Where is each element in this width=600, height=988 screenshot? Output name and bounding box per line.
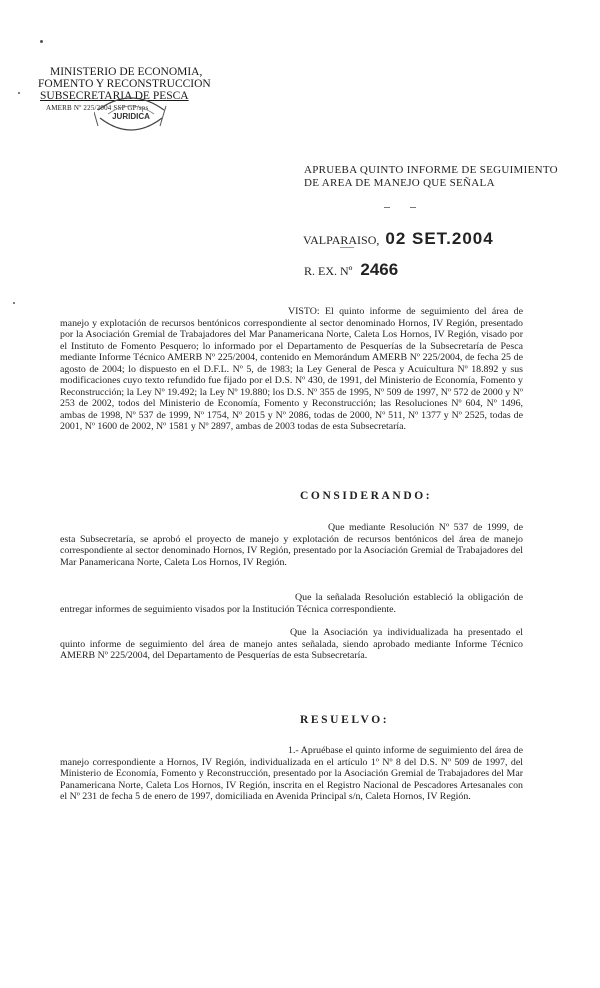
header-line-ministry: MINISTERIO DE ECONOMIA, xyxy=(50,66,203,78)
document-date: 02 SET.2004 xyxy=(385,229,494,248)
resuelvo-heading: RESUELVO: xyxy=(300,714,390,726)
document-title xyxy=(304,164,558,190)
mark-dash xyxy=(340,247,354,248)
mark-dash xyxy=(410,207,416,208)
header-line-reference: AMERB Nº 225/2004 SSP GP/sps xyxy=(46,104,149,112)
considerando-heading: CONSIDERANDO: xyxy=(300,490,433,502)
title-line-2: DE AREA DE MANEJO QUE SEÑALA xyxy=(304,177,495,189)
header-line-fomento: FOMENTO Y RECONSTRUCCION xyxy=(38,78,211,90)
scan-speck xyxy=(40,40,43,43)
considerando-paragraph-1: Que mediante Resolución Nº 537 de 1999, de esta Subsecretaría, se aprobó el proyecto de manejo y explotación de recursos bentónicos del área de manejo correspondiente al sector denominado Hornos, IV Región, presentado por la Asociación Gremial de Trabajadores del Mar Panamericana Norte, Caleta Los Hornos, IV Región. xyxy=(60,522,523,568)
resolution-label: R. EX. Nº xyxy=(304,264,353,278)
visto-paragraph: VISTO: El quinto informe de seguimiento del área de manejo y explotación de recursos bentónicos correspondiente al sector denominado Hornos, IV Región, presentado por la Asociación Gremial de Trabajadores del Mar Panamericana Norte, Caleta Los Hornos, IV Región, visado por el Instituto de Fomento Pesquero; lo informado por el Departamento de Pesquerías de la Subsecretaría de Pesca mediante Informe Técnico AMERB Nº 225/2004, contenido en Memorándum AMERB Nº 225/2004, de fecha 25 de agosto de 2004; lo dispuesto en el D.F.L. Nº 5, de 1983; la Ley General de Pesca y Acuicultura Nº 18.892 y sus modificaciones cuyo texto refundido fue fijado por el D.S. Nº 430, de 1991, del Ministerio de Economía, Fomento y Reconstrucción; la Ley Nº 19.492; la Ley Nº 19.880; los D.S. Nº 355 de 1995, Nº 509 de 1997, Nº 572 de 2000 y Nº 253 de 2002, todos del Ministerio de Economía, Fomento y Reconstrucción; las Resoluciones Nº 604, Nº 1496, ambas de 1998, Nº 537 de 1999, Nº 1754, Nº 2015 y Nº 2086, todas de 2000, Nº 511, Nº 1377 y Nº 2525, todas de 2001, Nº 1600 de 2002, Nº 1581 y Nº 2897, ambas de 2003 todas de esta Subsecretaría. xyxy=(60,306,523,432)
place-city: VALPARAISO, xyxy=(303,233,380,247)
juridica-stamp xyxy=(94,92,168,140)
considerando-paragraph-2: Que la señalada Resolución estableció la obligación de entregar informes de seguimiento visados por la Institución Técnica correspondiente. xyxy=(60,592,523,615)
resolution-number xyxy=(304,260,398,280)
stamp-text: JURIDICA xyxy=(112,112,150,121)
place-date xyxy=(303,229,494,249)
header-line-subsecretaria: SUBSECRETARIA DE PESCA xyxy=(40,90,189,102)
scan-speck xyxy=(18,92,20,94)
resolution-value: 2466 xyxy=(360,260,399,279)
title-line-1: APRUEBA QUINTO INFORME DE SEGUIMIENTO xyxy=(304,164,558,176)
considerando-paragraph-3: Que la Asociación ya individualizada ha presentado el quinto informe de seguimiento del área de manejo antes señalada, siendo aprobado mediante Informe Técnico AMERB Nº 225/2004, del Departamento de Pesquerías de esta Subsecretaría. xyxy=(60,627,523,661)
scan-speck xyxy=(13,302,15,304)
mark-dash xyxy=(384,207,390,208)
resuelvo-paragraph-1: 1.- Apruébase el quinto informe de seguimiento del área de manejo correspondiente a Hornos, IV Región, individualizada en el artículo 1º Nº 8 del D.S. Nº 509 de 1997, del Ministerio de Economía, Fomento y Reconstrucción, presentado por la Asociación Gremial de Trabajadores del Mar Panamericana Norte, Caleta Los Hornos, IV Región, inscrita en el Registro Nacional de Pescadores Artesanales con el Nº 231 de fecha 5 de enero de 1997, domiciliada en Avenida Principal s/n, Caleta Hornos, IV Región. xyxy=(60,745,523,802)
